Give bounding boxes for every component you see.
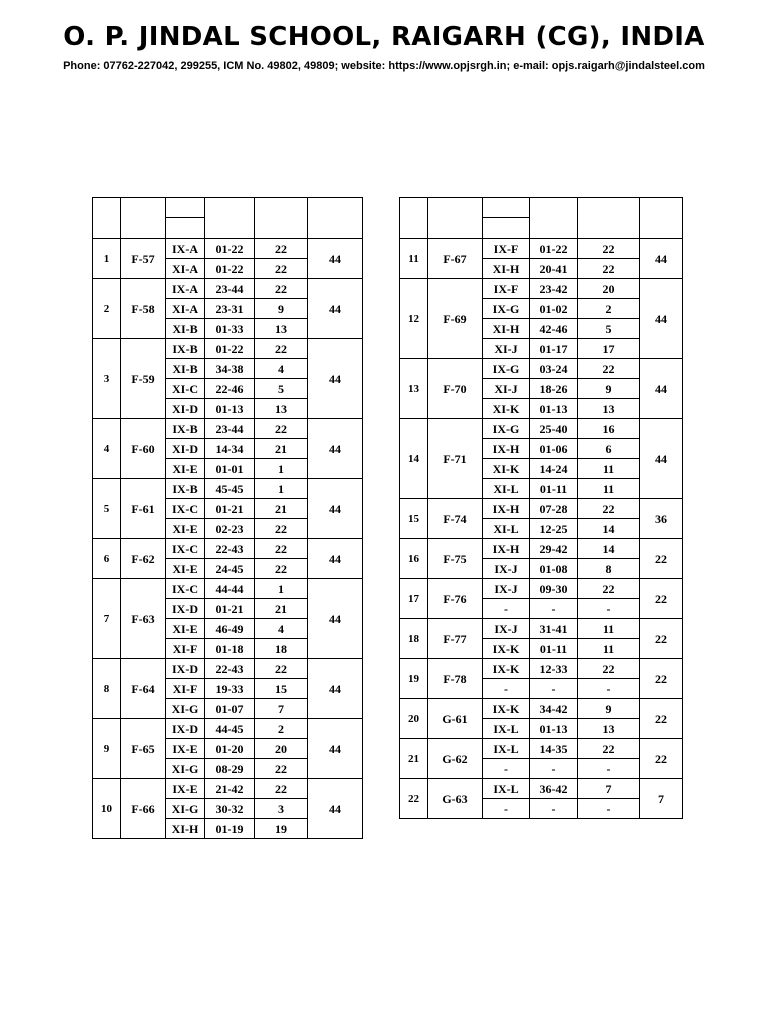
count-cell: 1 xyxy=(255,479,308,499)
header-cell xyxy=(166,198,205,239)
table-row xyxy=(93,239,363,259)
header-cell xyxy=(640,198,683,239)
roll-range-cell: 01-18 xyxy=(205,639,255,659)
class-cell: XI-D xyxy=(166,439,205,459)
header-cell xyxy=(530,198,578,239)
serial-number-cell: 2 xyxy=(93,279,121,339)
serial-number-cell: 20 xyxy=(400,699,428,739)
seating-table-right xyxy=(399,197,683,819)
table-row xyxy=(93,279,363,299)
roll-range-cell: 14-24 xyxy=(530,459,578,479)
count-cell: 11 xyxy=(578,459,640,479)
room-total-cell: 44 xyxy=(640,279,683,359)
table-row xyxy=(400,659,683,679)
room-total-cell: 7 xyxy=(640,779,683,819)
table-row xyxy=(400,279,683,299)
count-cell: 19 xyxy=(255,819,308,839)
roll-range-cell: 01-21 xyxy=(205,599,255,619)
class-cell: XI-D xyxy=(166,399,205,419)
count-cell: 22 xyxy=(255,419,308,439)
class-cell: XI-A xyxy=(166,259,205,279)
roll-range-cell: 01-02 xyxy=(530,299,578,319)
class-cell: XI-H xyxy=(483,319,530,339)
count-cell: 5 xyxy=(255,379,308,399)
room-total-cell: 44 xyxy=(640,359,683,419)
contact-line: Phone: 07762-227042, 299255, ICM No. 49802, 49809; website: https://www.opjsrgh.in; e-mail: opjs.raigarh@jindalsteel.com xyxy=(63,60,705,72)
room-cell: F-66 xyxy=(121,779,166,839)
room-total-cell: 44 xyxy=(640,239,683,279)
count-cell: 13 xyxy=(255,399,308,419)
roll-range-cell: 01-07 xyxy=(205,699,255,719)
class-cell: IX-H xyxy=(483,539,530,559)
count-cell: 17 xyxy=(578,339,640,359)
roll-range-cell: 01-22 xyxy=(205,239,255,259)
count-cell: 13 xyxy=(578,719,640,739)
count-cell: 3 xyxy=(255,799,308,819)
roll-range-cell: 44-45 xyxy=(205,719,255,739)
roll-range-cell: 24-45 xyxy=(205,559,255,579)
class-cell: IX-C xyxy=(166,539,205,559)
roll-range-cell: 01-22 xyxy=(205,339,255,359)
roll-range-cell: 20-41 xyxy=(530,259,578,279)
count-cell: 21 xyxy=(255,499,308,519)
roll-range-cell: - xyxy=(530,799,578,819)
class-cell: XI-B xyxy=(166,359,205,379)
roll-range-cell: 01-13 xyxy=(530,399,578,419)
class-cell: IX-B xyxy=(166,479,205,499)
class-cell: IX-G xyxy=(483,359,530,379)
count-cell: - xyxy=(578,759,640,779)
class-cell: IX-H xyxy=(483,499,530,519)
count-cell: 11 xyxy=(578,479,640,499)
class-cell: XI-K xyxy=(483,459,530,479)
count-cell: 2 xyxy=(255,719,308,739)
serial-number-cell: 18 xyxy=(400,619,428,659)
count-cell: 7 xyxy=(578,779,640,799)
class-cell: XI-K xyxy=(483,399,530,419)
table-row xyxy=(93,659,363,679)
table-row xyxy=(400,579,683,599)
room-cell: F-58 xyxy=(121,279,166,339)
table-row xyxy=(400,739,683,759)
class-cell: - xyxy=(483,599,530,619)
room-cell: F-76 xyxy=(428,579,483,619)
roll-range-cell: 01-21 xyxy=(205,499,255,519)
count-cell: 1 xyxy=(255,579,308,599)
room-total-cell: 22 xyxy=(640,699,683,739)
room-total-cell: 44 xyxy=(308,719,363,779)
count-cell: 11 xyxy=(578,619,640,639)
class-cell: IX-C xyxy=(166,499,205,519)
room-cell: F-59 xyxy=(121,339,166,419)
room-total-cell: 44 xyxy=(308,479,363,539)
class-cell: IX-A xyxy=(166,279,205,299)
count-cell: - xyxy=(578,799,640,819)
header-cell-divider xyxy=(483,198,529,218)
class-cell: IX-C xyxy=(166,579,205,599)
header-cell xyxy=(308,198,363,239)
roll-range-cell: 42-46 xyxy=(530,319,578,339)
class-cell: IX-B xyxy=(166,419,205,439)
serial-number-cell: 16 xyxy=(400,539,428,579)
count-cell: 7 xyxy=(255,699,308,719)
serial-number-cell: 22 xyxy=(400,779,428,819)
class-cell: IX-B xyxy=(166,339,205,359)
roll-range-cell: 23-44 xyxy=(205,419,255,439)
room-cell: F-69 xyxy=(428,279,483,359)
class-cell: - xyxy=(483,679,530,699)
room-cell: G-61 xyxy=(428,699,483,739)
roll-range-cell: 01-19 xyxy=(205,819,255,839)
class-cell: IX-D xyxy=(166,719,205,739)
count-cell: 15 xyxy=(255,679,308,699)
roll-range-cell: - xyxy=(530,599,578,619)
table-row xyxy=(93,539,363,559)
class-cell: XI-F xyxy=(166,679,205,699)
serial-number-cell: 3 xyxy=(93,339,121,419)
header-cell xyxy=(578,198,640,239)
room-cell: G-62 xyxy=(428,739,483,779)
serial-number-cell: 15 xyxy=(400,499,428,539)
serial-number-cell: 7 xyxy=(93,579,121,659)
class-cell: XI-B xyxy=(166,319,205,339)
class-cell: XI-L xyxy=(483,479,530,499)
header-row xyxy=(400,198,683,239)
class-cell: IX-F xyxy=(483,279,530,299)
room-cell: F-70 xyxy=(428,359,483,419)
class-cell: IX-A xyxy=(166,239,205,259)
room-cell: F-57 xyxy=(121,239,166,279)
serial-number-cell: 13 xyxy=(400,359,428,419)
class-cell: - xyxy=(483,759,530,779)
roll-range-cell: 25-40 xyxy=(530,419,578,439)
roll-range-cell: 22-46 xyxy=(205,379,255,399)
room-total-cell: 44 xyxy=(640,419,683,499)
page-title: O. P. JINDAL SCHOOL, RAIGARH (CG), INDIA xyxy=(63,22,705,52)
count-cell: 22 xyxy=(255,659,308,679)
serial-number-cell: 9 xyxy=(93,719,121,779)
class-cell: IX-L xyxy=(483,779,530,799)
count-cell: 16 xyxy=(578,419,640,439)
roll-range-cell: 23-42 xyxy=(530,279,578,299)
roll-range-cell: 44-44 xyxy=(205,579,255,599)
table-row xyxy=(93,579,363,599)
roll-range-cell: 19-33 xyxy=(205,679,255,699)
class-cell: XI-J xyxy=(483,379,530,399)
header-cell xyxy=(121,198,166,239)
roll-range-cell: 14-35 xyxy=(530,739,578,759)
roll-range-cell: 30-32 xyxy=(205,799,255,819)
count-cell: 5 xyxy=(578,319,640,339)
roll-range-cell: 21-42 xyxy=(205,779,255,799)
class-cell: IX-K xyxy=(483,659,530,679)
count-cell: 14 xyxy=(578,519,640,539)
roll-range-cell: 01-17 xyxy=(530,339,578,359)
class-cell: IX-H xyxy=(483,439,530,459)
class-cell: IX-K xyxy=(483,699,530,719)
class-cell: XI-H xyxy=(483,259,530,279)
table-row xyxy=(93,339,363,359)
count-cell: 22 xyxy=(255,779,308,799)
roll-range-cell: 12-33 xyxy=(530,659,578,679)
roll-range-cell: 22-43 xyxy=(205,659,255,679)
serial-number-cell: 6 xyxy=(93,539,121,579)
count-cell: 6 xyxy=(578,439,640,459)
serial-number-cell: 21 xyxy=(400,739,428,779)
count-cell: 14 xyxy=(578,539,640,559)
room-cell: G-63 xyxy=(428,779,483,819)
room-total-cell: 44 xyxy=(308,239,363,279)
class-cell: XI-A xyxy=(166,299,205,319)
room-total-cell: 44 xyxy=(308,779,363,839)
count-cell: 20 xyxy=(255,739,308,759)
class-cell: XI-G xyxy=(166,699,205,719)
class-cell: XI-E xyxy=(166,459,205,479)
class-cell: IX-J xyxy=(483,559,530,579)
class-cell: IX-J xyxy=(483,619,530,639)
count-cell: 20 xyxy=(578,279,640,299)
class-cell: XI-F xyxy=(166,639,205,659)
serial-number-cell: 12 xyxy=(400,279,428,359)
serial-number-cell: 10 xyxy=(93,779,121,839)
room-cell: F-65 xyxy=(121,719,166,779)
count-cell: 22 xyxy=(255,559,308,579)
class-cell: IX-L xyxy=(483,739,530,759)
count-cell: 22 xyxy=(255,339,308,359)
class-cell: XI-E xyxy=(166,619,205,639)
roll-range-cell: 14-34 xyxy=(205,439,255,459)
room-cell: F-60 xyxy=(121,419,166,479)
room-total-cell: 22 xyxy=(640,659,683,699)
count-cell: 22 xyxy=(578,579,640,599)
header-cell-divider xyxy=(166,198,204,218)
count-cell: 13 xyxy=(255,319,308,339)
class-cell: IX-G xyxy=(483,299,530,319)
roll-range-cell: 01-01 xyxy=(205,459,255,479)
roll-range-cell: 23-31 xyxy=(205,299,255,319)
class-cell: IX-D xyxy=(166,599,205,619)
roll-range-cell: 01-22 xyxy=(205,259,255,279)
room-total-cell: 44 xyxy=(308,659,363,719)
count-cell: 11 xyxy=(578,639,640,659)
header-cell xyxy=(400,198,428,239)
count-cell: 22 xyxy=(255,519,308,539)
class-cell: IX-E xyxy=(166,739,205,759)
roll-range-cell: 29-42 xyxy=(530,539,578,559)
table-row xyxy=(400,779,683,799)
roll-range-cell: 02-23 xyxy=(205,519,255,539)
serial-number-cell: 14 xyxy=(400,419,428,499)
serial-number-cell: 8 xyxy=(93,659,121,719)
count-cell: 4 xyxy=(255,619,308,639)
room-cell: F-62 xyxy=(121,539,166,579)
table-row xyxy=(93,779,363,799)
count-cell: 4 xyxy=(255,359,308,379)
count-cell: - xyxy=(578,679,640,699)
roll-range-cell: 12-25 xyxy=(530,519,578,539)
room-total-cell: 44 xyxy=(308,339,363,419)
room-total-cell: 36 xyxy=(640,499,683,539)
class-cell: XI-L xyxy=(483,519,530,539)
roll-range-cell: 18-26 xyxy=(530,379,578,399)
table-row xyxy=(400,699,683,719)
roll-range-cell: 01-06 xyxy=(530,439,578,459)
room-cell: F-78 xyxy=(428,659,483,699)
count-cell: 9 xyxy=(255,299,308,319)
class-cell: IX-F xyxy=(483,239,530,259)
header-cell xyxy=(205,198,255,239)
table-row xyxy=(400,239,683,259)
count-cell: 8 xyxy=(578,559,640,579)
roll-range-cell: 07-28 xyxy=(530,499,578,519)
count-cell: 18 xyxy=(255,639,308,659)
roll-range-cell: 01-13 xyxy=(205,399,255,419)
serial-number-cell: 11 xyxy=(400,239,428,279)
count-cell: 22 xyxy=(255,239,308,259)
table-row xyxy=(400,419,683,439)
count-cell: 22 xyxy=(578,499,640,519)
seating-table-right-body xyxy=(400,198,683,819)
class-cell: IX-D xyxy=(166,659,205,679)
roll-range-cell: 36-42 xyxy=(530,779,578,799)
count-cell: 22 xyxy=(578,659,640,679)
header-cell xyxy=(255,198,308,239)
count-cell: 2 xyxy=(578,299,640,319)
room-total-cell: 44 xyxy=(308,579,363,659)
seating-table-left xyxy=(92,197,363,839)
roll-range-cell: 01-11 xyxy=(530,639,578,659)
room-total-cell: 22 xyxy=(640,739,683,779)
count-cell: 22 xyxy=(578,739,640,759)
header-row xyxy=(93,198,363,239)
room-total-cell: 44 xyxy=(308,539,363,579)
room-cell: F-64 xyxy=(121,659,166,719)
room-cell: F-77 xyxy=(428,619,483,659)
roll-range-cell: 01-20 xyxy=(205,739,255,759)
table-row xyxy=(400,619,683,639)
count-cell: 9 xyxy=(578,379,640,399)
header-cell xyxy=(428,198,483,239)
roll-range-cell: - xyxy=(530,679,578,699)
roll-range-cell: 03-24 xyxy=(530,359,578,379)
class-cell: XI-G xyxy=(166,799,205,819)
table-row xyxy=(93,479,363,499)
class-cell: XI-H xyxy=(166,819,205,839)
count-cell: 21 xyxy=(255,599,308,619)
roll-range-cell: 34-38 xyxy=(205,359,255,379)
roll-range-cell: 23-44 xyxy=(205,279,255,299)
count-cell: 9 xyxy=(578,699,640,719)
room-cell: F-71 xyxy=(428,419,483,499)
serial-number-cell: 4 xyxy=(93,419,121,479)
class-cell: - xyxy=(483,799,530,819)
class-cell: IX-L xyxy=(483,719,530,739)
table-row xyxy=(93,719,363,739)
count-cell: 1 xyxy=(255,459,308,479)
class-cell: IX-E xyxy=(166,779,205,799)
roll-range-cell: 08-29 xyxy=(205,759,255,779)
class-cell: IX-G xyxy=(483,419,530,439)
roll-range-cell: 22-43 xyxy=(205,539,255,559)
count-cell: 22 xyxy=(578,359,640,379)
table-row xyxy=(400,359,683,379)
room-cell: F-63 xyxy=(121,579,166,659)
count-cell: 22 xyxy=(255,759,308,779)
room-total-cell: 44 xyxy=(308,419,363,479)
table-row xyxy=(93,419,363,439)
class-cell: IX-K xyxy=(483,639,530,659)
count-cell: 22 xyxy=(578,239,640,259)
count-cell: 22 xyxy=(255,279,308,299)
roll-range-cell: 31-41 xyxy=(530,619,578,639)
room-total-cell: 22 xyxy=(640,539,683,579)
roll-range-cell: 09-30 xyxy=(530,579,578,599)
class-cell: XI-E xyxy=(166,519,205,539)
room-total-cell: 22 xyxy=(640,579,683,619)
roll-range-cell: 01-11 xyxy=(530,479,578,499)
roll-range-cell: 45-45 xyxy=(205,479,255,499)
roll-range-cell: 01-22 xyxy=(530,239,578,259)
room-total-cell: 22 xyxy=(640,619,683,659)
room-cell: F-75 xyxy=(428,539,483,579)
count-cell: 21 xyxy=(255,439,308,459)
roll-range-cell: 46-49 xyxy=(205,619,255,639)
room-cell: F-61 xyxy=(121,479,166,539)
class-cell: XI-C xyxy=(166,379,205,399)
serial-number-cell: 19 xyxy=(400,659,428,699)
room-cell: F-74 xyxy=(428,499,483,539)
header-cell xyxy=(93,198,121,239)
room-total-cell: 44 xyxy=(308,279,363,339)
roll-range-cell: 01-13 xyxy=(530,719,578,739)
serial-number-cell: 17 xyxy=(400,579,428,619)
count-cell: 13 xyxy=(578,399,640,419)
count-cell: - xyxy=(578,599,640,619)
table-row xyxy=(400,539,683,559)
table-row xyxy=(400,499,683,519)
serial-number-cell: 5 xyxy=(93,479,121,539)
header-cell xyxy=(483,198,530,239)
class-cell: XI-J xyxy=(483,339,530,359)
roll-range-cell: 01-08 xyxy=(530,559,578,579)
count-cell: 22 xyxy=(578,259,640,279)
class-cell: XI-E xyxy=(166,559,205,579)
roll-range-cell: 34-42 xyxy=(530,699,578,719)
roll-range-cell: 01-33 xyxy=(205,319,255,339)
class-cell: IX-J xyxy=(483,579,530,599)
room-cell: F-67 xyxy=(428,239,483,279)
count-cell: 22 xyxy=(255,539,308,559)
roll-range-cell: - xyxy=(530,759,578,779)
serial-number-cell: 1 xyxy=(93,239,121,279)
class-cell: XI-G xyxy=(166,759,205,779)
count-cell: 22 xyxy=(255,259,308,279)
seating-table-left-body xyxy=(93,198,363,839)
